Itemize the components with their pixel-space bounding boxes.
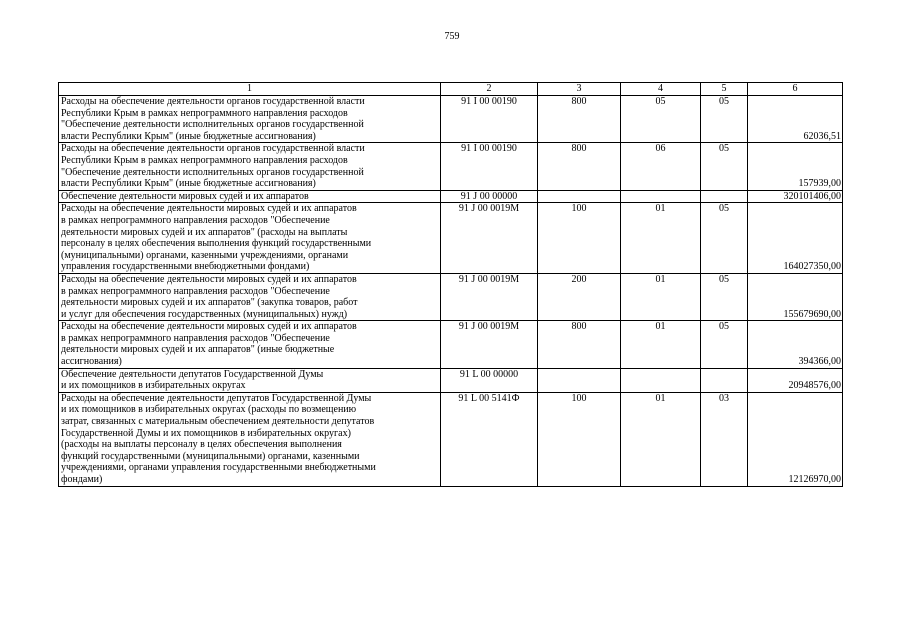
row-code-cell: 91 I 00 00190 [441,96,538,143]
table-row [59,190,843,203]
row-pr-cell: 05 [701,273,748,320]
row-name-cell: Расходы на обеспечение деятельности мировых судей и их аппаратов в рамках непрограммного направления расходов "Обеспечение деятельности мировых судей и их аппаратов" (иные бюджетные ассигнования) [59,321,441,368]
row-code-cell: 91 J 00 0019М [441,273,538,320]
row-amount-cell: 62036,51 [748,96,843,143]
row-name-cell: Расходы на обеспечение деятельности органов государственной власти Республики Крым в рамках непрограммного направления расходов "Обеспечение деятельности исполнительных органов государственной власти Республики Крым" (иные бюджетные ассигнования) [59,143,441,190]
header-row [59,83,843,96]
table-row [59,143,843,190]
row-vr-cell [538,190,621,203]
row-name-cell: Расходы на обеспечение деятельности депутатов Государственной Думы и их помощников в избирательных округах (расходы по возмещению затрат, связанных с материальным обеспечением деятельности депутатов Государственной Думы и их помощников в избирательных округах) (расходы на выплаты персоналу в целях обеспечения выполнения функций государственными (муниципальными) органами, казенными учреждениями, органами управления государственными внебюджетными фондами) [59,392,441,486]
row-name-cell: Расходы на обеспечение деятельности органов государственной власти Республики Крым в рамках непрограммного направления расходов "Обеспечение деятельности исполнительных органов государственной власти Республики Крым" (иные бюджетные ассигнования) [59,96,441,143]
row-amount-cell: 164027350,00 [748,203,843,274]
row-vr-cell: 800 [538,321,621,368]
table-row [59,96,843,143]
row-rz-cell [621,368,701,392]
table-row [59,321,843,368]
table-row [59,368,843,392]
row-amount-cell: 394366,00 [748,321,843,368]
row-amount-cell: 155679690,00 [748,273,843,320]
row-rz-cell: 01 [621,203,701,274]
row-rz-cell: 06 [621,143,701,190]
row-code-cell: 91 J 00 0019М [441,203,538,274]
row-vr-cell: 800 [538,143,621,190]
row-code-cell: 91 L 00 00000 [441,368,538,392]
row-code-cell: 91 L 00 5141Ф [441,392,538,486]
page-number: 759 [444,31,460,42]
row-rz-cell [621,190,701,203]
row-amount-cell: 20948576,00 [748,368,843,392]
row-vr-cell: 800 [538,96,621,143]
row-name-cell: Обеспечение деятельности мировых судей и их аппаратов [59,190,441,203]
budget-table [58,82,843,487]
row-name-cell: Обеспечение деятельности депутатов Государственной Думы и их помощников в избирательных округах [59,368,441,392]
header-col-2: 2 [441,83,538,96]
row-rz-cell: 01 [621,273,701,320]
row-amount-cell: 12126970,00 [748,392,843,486]
row-code-cell: 91 J 00 0019М [441,321,538,368]
row-amount-cell: 320101406,00 [748,190,843,203]
row-pr-cell: 03 [701,392,748,486]
row-rz-cell: 01 [621,392,701,486]
header-col-4: 4 [621,83,701,96]
table-row [59,203,843,274]
header-col-5: 5 [701,83,748,96]
header-col-1: 1 [59,83,441,96]
row-name-cell: Расходы на обеспечение деятельности мировых судей и их аппаратов в рамках непрограммного направления расходов "Обеспечение деятельности мировых судей и их аппаратов" (закупка товаров, работ и услуг для обеспечения государственных (муниципальных) нужд) [59,273,441,320]
row-amount-cell: 157939,00 [748,143,843,190]
row-vr-cell: 200 [538,273,621,320]
row-vr-cell: 100 [538,203,621,274]
row-name-cell: Расходы на обеспечение деятельности мировых судей и их аппаратов в рамках непрограммного направления расходов "Обеспечение деятельности мировых судей и их аппаратов" (расходы на выплаты персоналу в целях обеспечения выполнения функций государственными (муниципальными) органами, казенными учреждениями, органами управления государственными внебюджетными фондами) [59,203,441,274]
row-vr-cell: 100 [538,392,621,486]
row-pr-cell [701,368,748,392]
table-row [59,273,843,320]
row-rz-cell: 01 [621,321,701,368]
row-pr-cell: 05 [701,96,748,143]
row-pr-cell: 05 [701,143,748,190]
row-code-cell: 91 J 00 00000 [441,190,538,203]
header-col-6: 6 [748,83,843,96]
row-pr-cell: 05 [701,321,748,368]
row-pr-cell: 05 [701,203,748,274]
table-row [59,392,843,486]
header-col-3: 3 [538,83,621,96]
row-pr-cell [701,190,748,203]
row-vr-cell [538,368,621,392]
row-code-cell: 91 I 00 00190 [441,143,538,190]
row-rz-cell: 05 [621,96,701,143]
